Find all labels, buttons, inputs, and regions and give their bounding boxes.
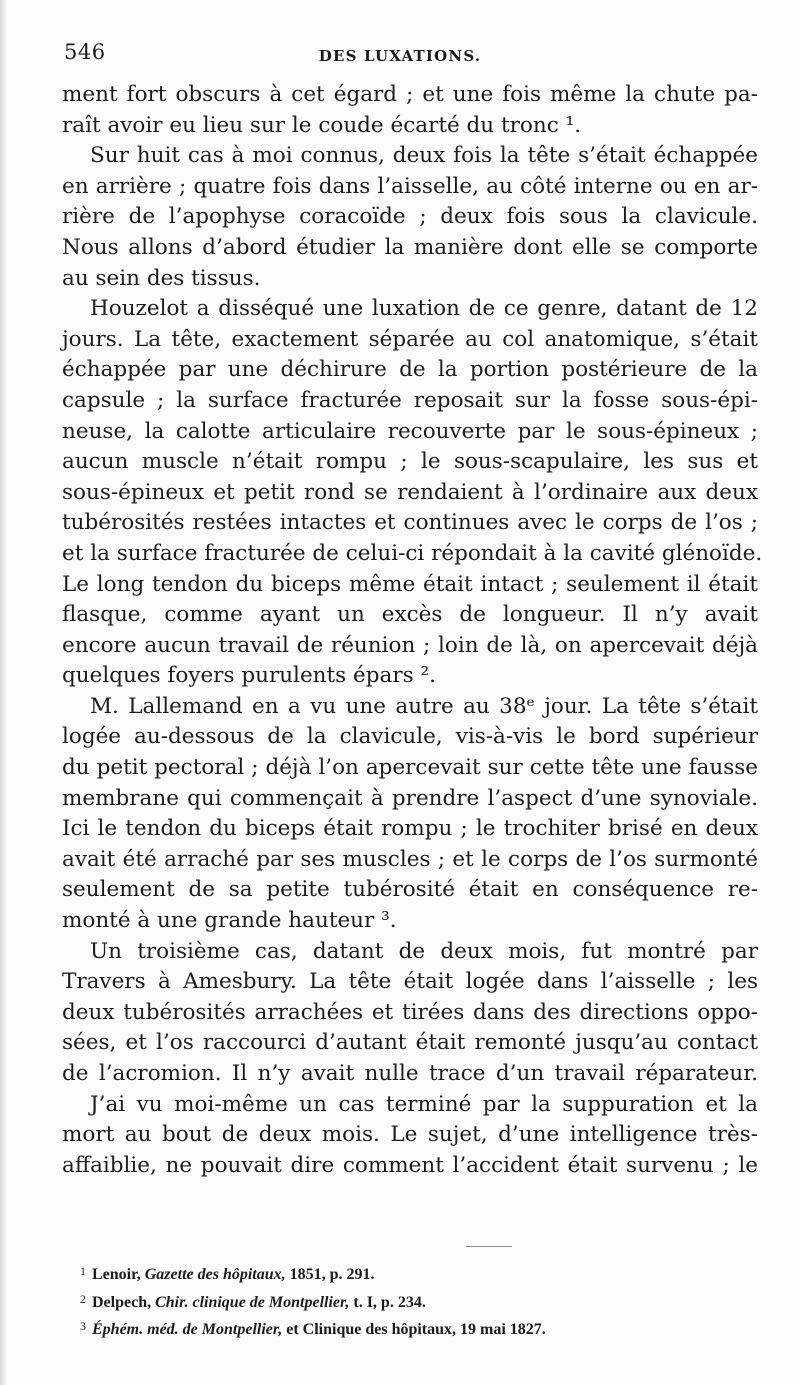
text-line: raît avoir eu lieu sur le coude écarté du tronc ¹.	[62, 112, 582, 138]
text-line: quelques foyers purulents épars ².	[62, 663, 436, 689]
footnote	[80, 1258, 740, 1286]
text-line: de l’acromion. Il n’y avait nulle trace d’un travail réparateur.	[62, 1061, 758, 1086]
text-line: ment fort obscurs à cet égard ; et une fois même la chute pa-	[62, 82, 758, 107]
text-line: membrane qui commençait à prendre l’aspect d’une synoviale.	[62, 785, 758, 811]
text-line: échappée par une déchirure de la portion postérieure de la	[62, 357, 758, 383]
page-gutter-shadow	[0, 0, 6, 1385]
footnote-separator	[466, 1246, 512, 1247]
text-line: et la surface fracturée de celui-ci répondait à la cavité glénoïde.	[62, 540, 763, 566]
text-line: affaiblie, ne pouvait dire comment l’accident était survenu ; le	[62, 1152, 758, 1178]
text-line: Sur huit cas à moi connus, deux fois la tête s’était échappée	[90, 143, 758, 169]
text-line: du petit pectoral ; déjà l’on apercevait sur cette tête une fausse	[62, 755, 758, 781]
footnotes	[80, 1258, 740, 1341]
text-line: sous-épineux et petit rond se rendaient à l’ordinaire aux deux	[62, 479, 758, 505]
text-line: mort au bout de deux mois. Le sujet, d’une intelligence très-	[62, 1122, 758, 1148]
footnote-source: Chir. clinique de Montpellier,	[155, 1293, 350, 1311]
text-line: sées, et l’os raccourci d’autant était remonté jusqu’au contact	[62, 1030, 758, 1056]
footnote-author: Lenoir,	[92, 1266, 141, 1283]
text-line: Travers à Amesbury. La tête était logée dans l’aisselle ; les	[62, 969, 758, 995]
text-line: J’ai vu moi-même un cas terminé par la suppuration et la	[90, 1091, 758, 1117]
footnote-detail: t. I, p. 234.	[353, 1293, 426, 1311]
body-text	[62, 80, 763, 1181]
footnote-number: 2	[80, 1291, 86, 1306]
text-line: monté à une grande hauteur ³.	[62, 908, 397, 934]
text-line: deux tubérosités arrachées et tirées dans des directions oppo-	[62, 999, 758, 1025]
text-line: Le long tendon du biceps même était intact ; seulement il était	[62, 571, 758, 597]
page-number: 546	[64, 40, 106, 64]
footnote-number: 1	[80, 1264, 86, 1278]
text-line: flasque, comme ayant un excès de longueur. Il n’y avait	[62, 602, 758, 628]
footnote	[80, 1286, 740, 1314]
text-line: avait été arraché par ses muscles ; et le corps de l’os surmonté	[62, 846, 758, 872]
footnote-number: 3	[80, 1319, 86, 1333]
text-line: en arrière ; quatre fois dans l’aisselle, au côté interne ou en ar-	[62, 173, 758, 199]
footnote-detail: 1851, p. 291.	[289, 1266, 375, 1283]
running-title: DES LUXATIONS.	[318, 47, 482, 65]
text-line: aucun muscle n’était rompu ; le sous-scapulaire, les sus et	[62, 449, 758, 475]
text-line: M. Lallemand en a vu une autre au 38ᵉ jour. La tête s’était	[90, 693, 758, 719]
text-line: encore aucun travail de réunion ; loin de là, on apercevait déjà	[62, 632, 758, 658]
text-line: Houzelot a disséqué une luxation de ce genre, datant de 12	[90, 296, 758, 322]
text-line: logée au-dessous de la clavicule, vis-à-vis le bord supérieur	[62, 724, 758, 750]
text-line: capsule ; la surface fracturée reposait sur la fosse sous-épi-	[62, 387, 758, 413]
text-line: Ici le tendon du biceps était rompu ; le trochiter brisé en deux	[62, 816, 758, 842]
footnote-source: Éphém. méd. de Montpellier,	[92, 1321, 283, 1338]
text-line: seulement de sa petite tubérosité était en conséquence re-	[62, 877, 758, 903]
text-line: jours. La tête, exactement séparée au col anatomique, s’était	[62, 326, 758, 352]
text-line: neuse, la calotte articulaire recouverte par le sous-épineux ;	[62, 418, 758, 444]
footnote-source: Gazette des hôpitaux,	[144, 1266, 286, 1283]
text-line: Nous allons d’abord étudier la manière dont elle se comporte	[62, 234, 758, 260]
footnote-author: Delpech,	[92, 1293, 152, 1311]
text-line: rière de l’apophyse coracoïde ; deux fois sous la clavicule.	[62, 204, 758, 230]
text-line: au sein des tissus.	[62, 265, 261, 291]
text-line: tubérosités restées intactes et continues avec le corps de l’os ;	[62, 510, 758, 536]
footnote	[80, 1313, 740, 1341]
text-line: Un troisième cas, datant de deux mois, fut montré par	[90, 938, 758, 964]
footnote-detail: et Clinique des hôpitaux, 19 mai 1827.	[286, 1321, 546, 1338]
